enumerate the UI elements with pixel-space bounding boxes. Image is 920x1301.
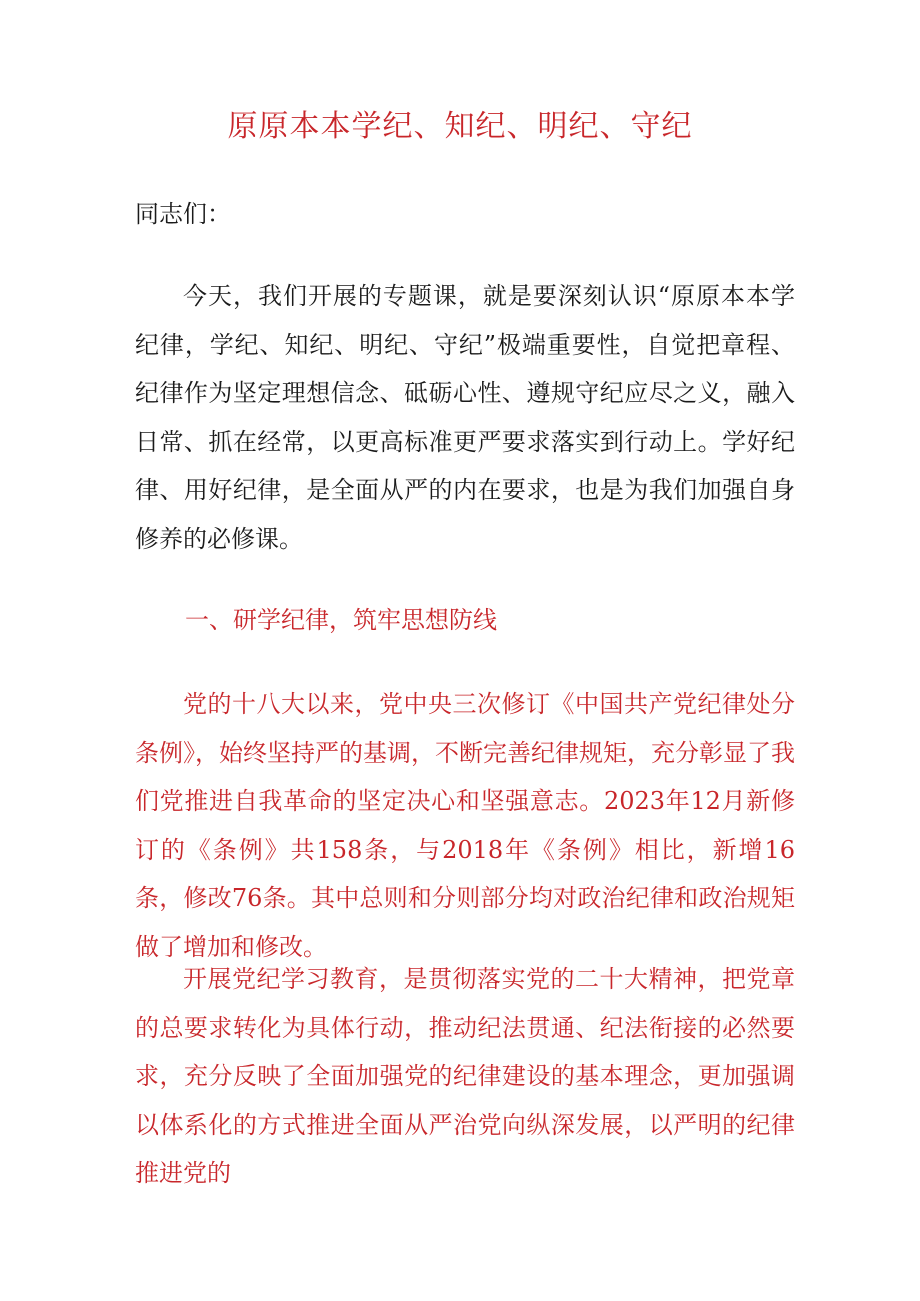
intro-paragraph: 今天，我们开展的专题课，就是要深刻认识“原原本本学纪律，学纪、知纪、明纪、守纪”极端重要性，自觉把章程、纪律作为坚定理想信念、砥砺心性、遵规守纪应尽之义，融入日常、抓在经常，以更高标准更严要求落实到行动上。学好纪律、用好纪律，是全面从严的内在要求，也是为我们加强自身修养的必修课。 (135, 282, 795, 553)
section1-paragraph-1: 党的十八大以来，党中央三次修订《中国共产党纪律处分条例》，始终坚持严的基调，不断完善纪律规矩，充分彰显了我们党推进自我革命的坚定决心和坚强意志。2023年12月新修订的《条例》共158条，与2018年《条例》相比，新增16条，修改76条。其中总则和分则部分均对政治纪律和政治规矩做了增加和修改。 (135, 690, 795, 961)
document-title: 原原本本学纪、知纪、明纪、守纪 (227, 109, 693, 144)
section-heading-1: 一、研学纪律，筑牢思想防线 (185, 606, 497, 634)
section1-paragraph-2: 开展党纪学习教育，是贯彻落实党的二十大精神，把党章的总要求转化为具体行动，推动纪法贯通、纪法衔接的必然要求，充分反映了全面加强党的纪律建设的基本理念，更加强调以体系化的方式推进全面从严治党向纵深发展，以严明的纪律推进党的 (135, 965, 795, 1187)
salutation: 同志们： (135, 200, 231, 228)
